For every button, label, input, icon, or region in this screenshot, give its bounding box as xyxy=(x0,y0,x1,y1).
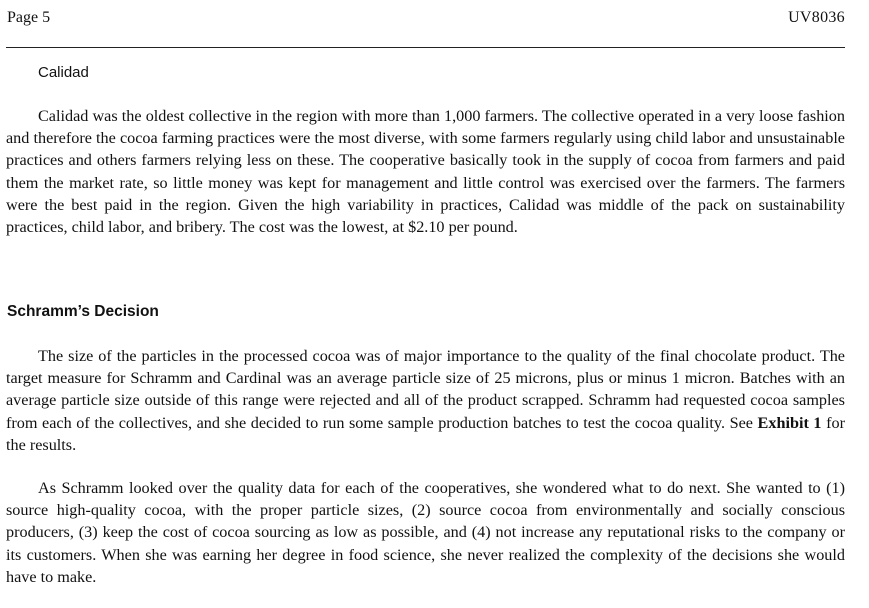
particle-size-text: The size of the particles in the processed cocoa was of major importance to the quality of the final chocolate product. The target measure for Schramm and Cardinal was an average particle size of 25 microns, plus or minus 1 micron. Batches with an average particle size outside of this range were rejected and all of the product scrapped. Schramm had requested cocoa samples from each of the collectives, and she decided to run some sample production batches to test the cocoa quality. See xyxy=(6,347,845,432)
decision-paragraph: As Schramm looked over the quality data for each of the cooperatives, she wondered what to do next. She wanted to (1) source high-quality cocoa, with the proper particle sizes, (2) source cocoa from environmentally and socially conscious producers, (3) keep the cost of cocoa sourcing as low as possible, and (4) not increase any reputational risks to the company or its customers. When she was earning her degree in food science, she never realized the complexity of the decisions she would have to make. xyxy=(6,479,845,586)
document-code: UV8036 xyxy=(788,9,845,26)
page-number: Page 5 xyxy=(7,9,51,26)
calidad-paragraph: Calidad was the oldest collective in the region with more than 1,000 farmers. The collective operated in a very loose fashion and therefore the cocoa farming practices were the most diverse, with some farmers regularly using child labor and unsustainable practices and others farmers relying less on these. The cooperative basically took in the supply of cocoa from farmers and paid them the market rate, so little money was kept for management and little control was exercised over the farmers. The farmers were the best paid in the region. Given the high variability in practices, Calidad was middle of the pack on sustainability practices, child labor, and bribery. The cost was the lowest, at $2.10 per pound. xyxy=(6,107,845,237)
particle-size-text-end: for the results. xyxy=(6,413,845,454)
exhibit-reference: Exhibit 1 xyxy=(757,413,822,432)
schramm-decision-heading: Schramm’s Decision xyxy=(7,303,159,320)
particle-size-paragraph xyxy=(6,345,845,456)
calidad-heading: Calidad xyxy=(38,64,89,81)
header-divider xyxy=(6,47,845,48)
